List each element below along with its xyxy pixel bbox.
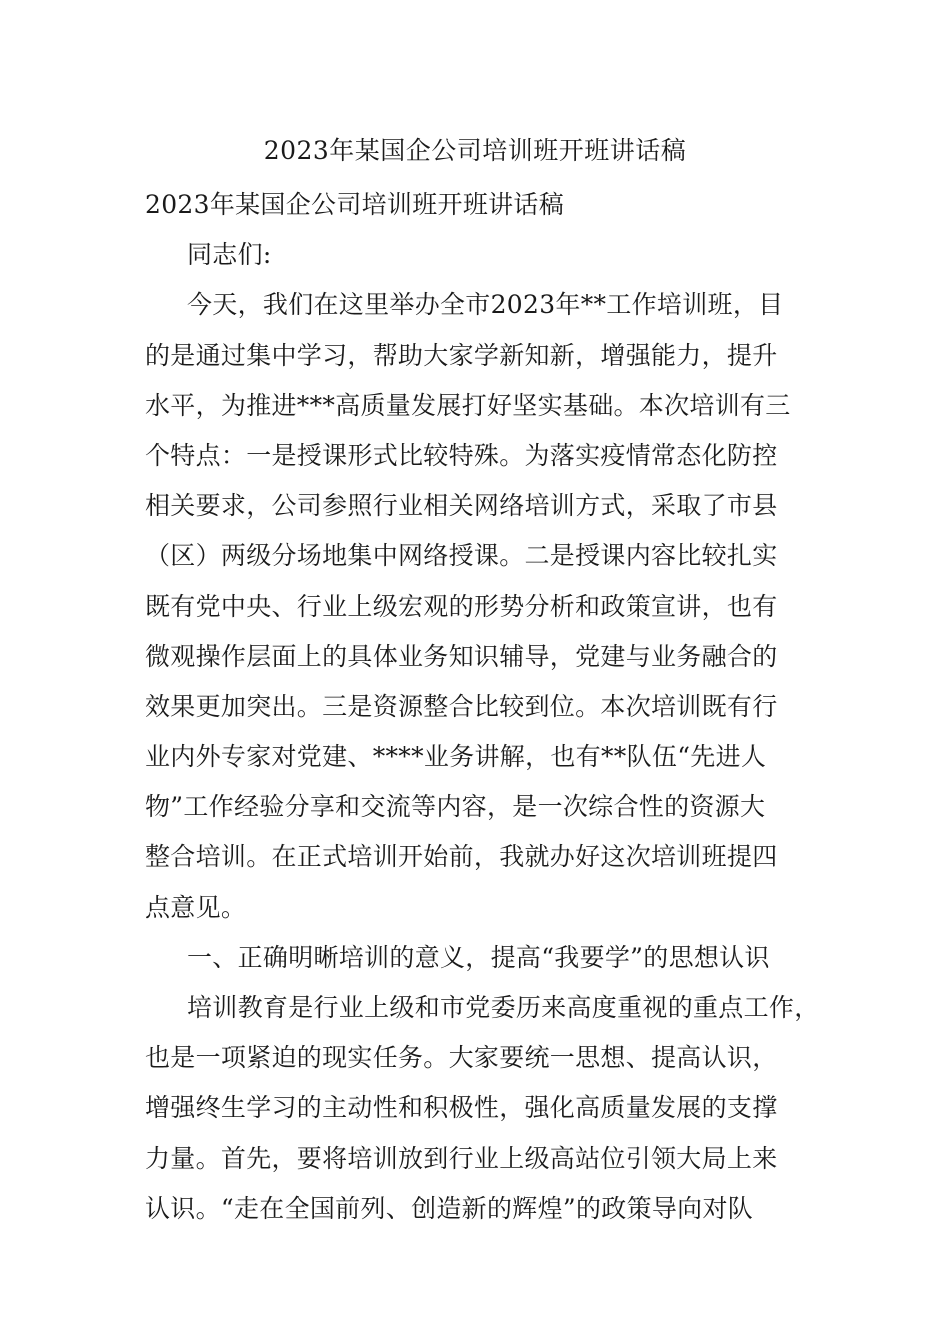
paragraph-line: 既有党中央、行业上级宏观的形势分析和政策宣讲，也有 [145, 591, 778, 621]
section-heading: 一、正确明晰培训的意义，提高“我要学”的思想认识 [187, 942, 770, 972]
paragraph-line: 物”工作经验分享和交流等内容，是一次综合性的资源大 [145, 792, 766, 822]
paragraph-line: 点意见。 [145, 892, 247, 922]
document-body [145, 180, 820, 1234]
repeated-title-line: 2023年某国企公司培训班开班讲话稿 [145, 190, 565, 219]
paragraph-line: 业内外专家对党建、****业务讲解，也有**队伍“先进人 [145, 742, 767, 772]
paragraph-line: 培训教育是行业上级和市党委历来高度重视的重点工作， [187, 993, 820, 1022]
document-title: 2023年某国企公司培训班开班讲话稿 [263, 136, 687, 165]
paragraph-line: 整合培训。在正式培训开始前，我就办好这次培训班提四 [145, 842, 778, 872]
paragraph-line: 相关要求，公司参照行业相关网络培训方式，采取了市县 [145, 491, 778, 521]
paragraph-line: 增强终生学习的主动性和积极性，强化高质量发展的支撑 [145, 1093, 778, 1123]
paragraph-line: 效果更加突出。三是资源整合比较到位。本次培训既有行 [145, 691, 778, 721]
paragraph-line: 水平，为推进***高质量发展打好坚实基础。本次培训有三 [145, 390, 791, 420]
paragraph-line: 认识。“走在全国前列、创造新的辉煌”的政策导向对队 [145, 1193, 754, 1223]
salutation: 同志们: [187, 240, 272, 270]
paragraph-line: 力量。首先，要将培训放到行业上级高站位引领大局上来 [145, 1143, 778, 1173]
paragraph-line: 微观操作层面上的具体业务知识辅导，党建与业务融合的 [145, 641, 778, 671]
paragraph-line: 也是一项紧迫的现实任务。大家要统一思想、提高认识， [145, 1043, 778, 1073]
paragraph-line: 的是通过集中学习，帮助大家学新知新，增强能力，提升 [145, 340, 778, 370]
paragraph-line: （区）两级分场地集中网络授课。二是授课内容比较扎实 [145, 541, 778, 571]
paragraph-line: 个特点：一是授课形式比较特殊。为落实疫情常态化防控 [145, 440, 778, 470]
paragraph-line: 今天，我们在这里举办全市2023年**工作培训班，目 [187, 290, 784, 320]
